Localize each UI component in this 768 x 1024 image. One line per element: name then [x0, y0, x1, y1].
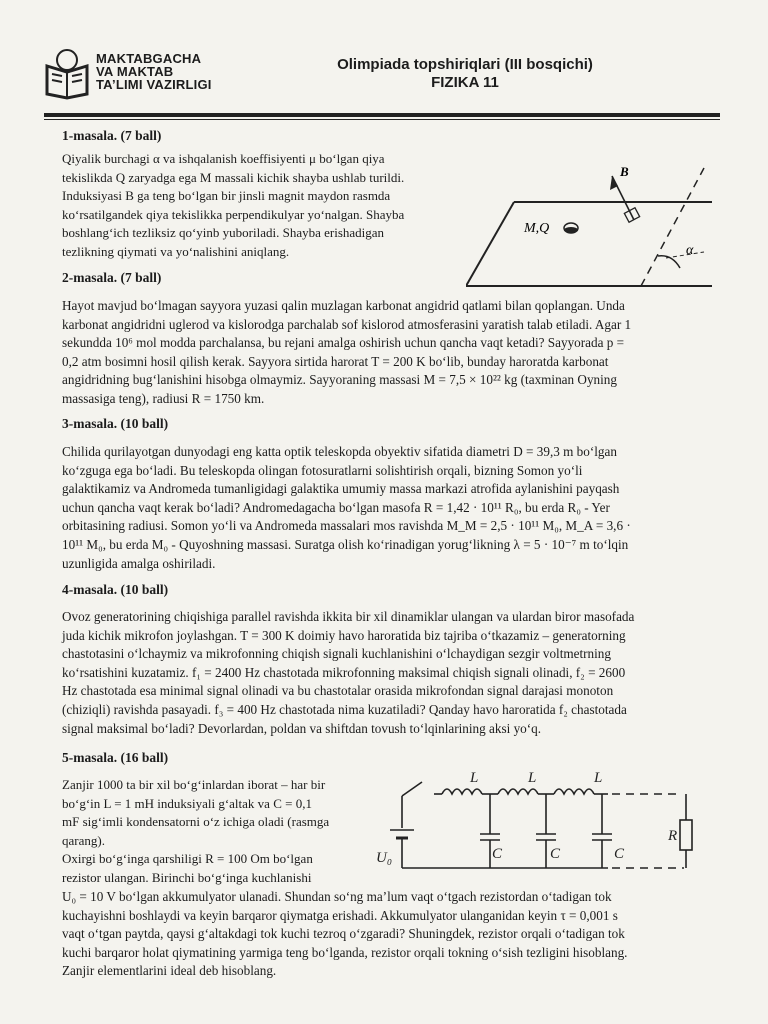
- header-rule: [44, 113, 720, 117]
- capacitor-label-1: C: [492, 846, 503, 862]
- resistor-label: R: [668, 828, 678, 844]
- field-label: B: [620, 164, 629, 179]
- ministry-logo: [44, 48, 90, 100]
- angle-label: α: [686, 243, 694, 258]
- problem-1-text: Qiyalik burchagi α va ishqalanish koeffisiyenti μ bo‘lgan qiya tekislikda Q zaryadga ega M massali kichik shayba ushlab turildi. Induksiyasi B ga teng bo‘lgan bir jinsli magnit maydon rasmda ko‘rsatilgandek qiya tekislikka perpendikulyar yo‘nalgan. Shayba boshlang‘ich tezliksiz qo‘yinb yuboriladi. Shayba erishadigan tezlikning qiymati va yo‘nalishini aniqlang.: [62, 151, 405, 259]
- mass-charge-label: M,Q: [524, 221, 550, 236]
- battery-label: U₀: [376, 850, 393, 866]
- problem-1-heading: 1-masala. (7 ball): [62, 128, 162, 143]
- incline-figure: [466, 158, 716, 290]
- problem-3-heading: 3-masala. (10 ball): [62, 416, 169, 431]
- problem-3-text: Chilida qurilayotgan dunyodagi eng katta optik teleskopda obyektiv sifatida diametri D = 39,3 m bo‘lgan ko‘zguga ega bo‘ladi. Bu teleskopda olingan fotosuratlarni solishtirish orqali, bizning Somon yo‘li galaktikamiz va Andromeda tumanligidagi galaktika umumiy massa markazi atrofida aylanishini payqash uchun qancha vaqt kerak bo‘ladi? Andromedagacha bo‘lgan masofa R = 1,42 · 10¹¹ R₀, bu erda R₀ - Yer orbitasining radiusi. Somon yo‘li va Andromeda massalari mos ravishda M_M = 2,5 · 10¹¹ M₀, M_A = 3,6 · 10¹¹ M₀, bu erda M₀ - Quyoshning massasi. Suratga olish ko‘rinadigan yorug‘likning λ = 5 · 10⁻⁷ m to‘lqin uzunligida amalga oshiriladi.: [62, 444, 631, 571]
- problem-5-text-narrow: Zanjir 1000 ta bir xil bo‘g‘inlardan iborat – har bir bo‘g‘in L = 1 mH induksiyali g‘altak va C = 0,1 mF sig‘imli kondensatorni o‘z ichiga oladi (rasmga qarang). Oxirgi bo‘g‘inga qarshiligi R = 100 Om bo‘lgan rezistor ulangan. Birinchi bo‘g‘inga kuchlanishi: [62, 777, 330, 885]
- title: Olimpiada topshiriqlari (III bosqichi): [337, 56, 593, 73]
- capacitor-label-2: C: [550, 846, 561, 862]
- inductor-label-1: L: [470, 770, 479, 786]
- inductor-label-2: L: [528, 770, 537, 786]
- problem-2-text: Hayot mavjud bo‘lmagan sayyora yuzasi qalin muzlagan karbonat angidrid qatlami bilan qoplangan. Unda karbonat angidridni uglerod va kislorodga parchalab sof kislorod atmosferasini yaratish talab etiladi. Agar 1 sekundda 10⁶ mol modda parchalansa, bu rejani amalga oshirish uchun qancha vaqt ketadi? Sayyorada p = 0,2 atm bosimni hosil qilish kerak. Sayyora sirtida harorat T = 200 K bo‘lib, bunday haroratda karbonat angidridning bug‘lanishini hisobga olmaymiz. Sayyoraning massasi M = 7,5 × 10²² kg (taxminan Oyning massasiga teng), radiusi R = 1750 km.: [62, 298, 632, 406]
- header-rule-thin: [44, 119, 720, 120]
- circuit-figure: [372, 768, 712, 880]
- subtitle: FIZIKA 11: [431, 74, 499, 91]
- problem-5-text-wide: U₀ = 10 V bo‘lgan akkumulyator ulanadi. Shundan so‘ng ma’lum vaqt o‘tgach rezistordan o‘tadigan tok kuchayishni boshlaydi va keyin barqaror qiymatga erishadi. Akkumulyator ulanganidan keyin τ = 0,001 s vaqt o‘tgan paytda, qaysi g‘altakdagi tok kuchi tezroq o‘zgaradi? Shuningdek, rezistor orqali o‘tadigan tok kuchi barqaror holat qiymatining yarmiga teng bo‘lganda, rezistor orqali tokning o‘sish tezligini hisoblang. Zanjir elementlarini ideal deb hisoblang.: [62, 889, 628, 979]
- problem-2-heading: 2-masala. (7 ball): [62, 270, 162, 285]
- problem-5-heading: 5-masala. (16 ball): [62, 750, 169, 765]
- document-title: [300, 56, 630, 92]
- capacitor-label-3: C: [614, 846, 625, 862]
- inductor-label-3: L: [594, 770, 603, 786]
- ministry-name: MAKTABGACHA VA MAKTAB TA’LIMI VAZIRLIGI: [96, 51, 212, 92]
- problem-4-text: Ovoz generatorining chiqishiga parallel ravishda ikkita bir xil dinamiklar ulangan va ulardan biror masofada juda kichik mikrofon joylashgan. T = 300 K doimiy havo haroratida biz tajriba o‘tkazamiz – generatorning chastotasini o‘lchaymiz va mikrofonning chiqish signali kuchlanishini o‘lchaydigan sezgir voltmetrning ko‘rsatishini kuzatamiz. f₁ = 2400 Hz chastotada mikrofonning maksimal chiqish signali olinadi, f₂ = 2600 Hz chastotada esa minimal signal olinadi va bu chastotalar orasida mikrofondan signal darajasi monoton (chiziqli) ravishda pasayadi. f₃ = 400 Hz chastotada nima kuzatiladi? Qanday havo haroratida f₂ chastotada signal maksimal bo‘ladi? Devorlardan, poldan va shiftdan tovush to‘lqinlarining aksi yo‘q.: [62, 609, 635, 736]
- problem-4-heading: 4-masala. (10 ball): [62, 582, 169, 597]
